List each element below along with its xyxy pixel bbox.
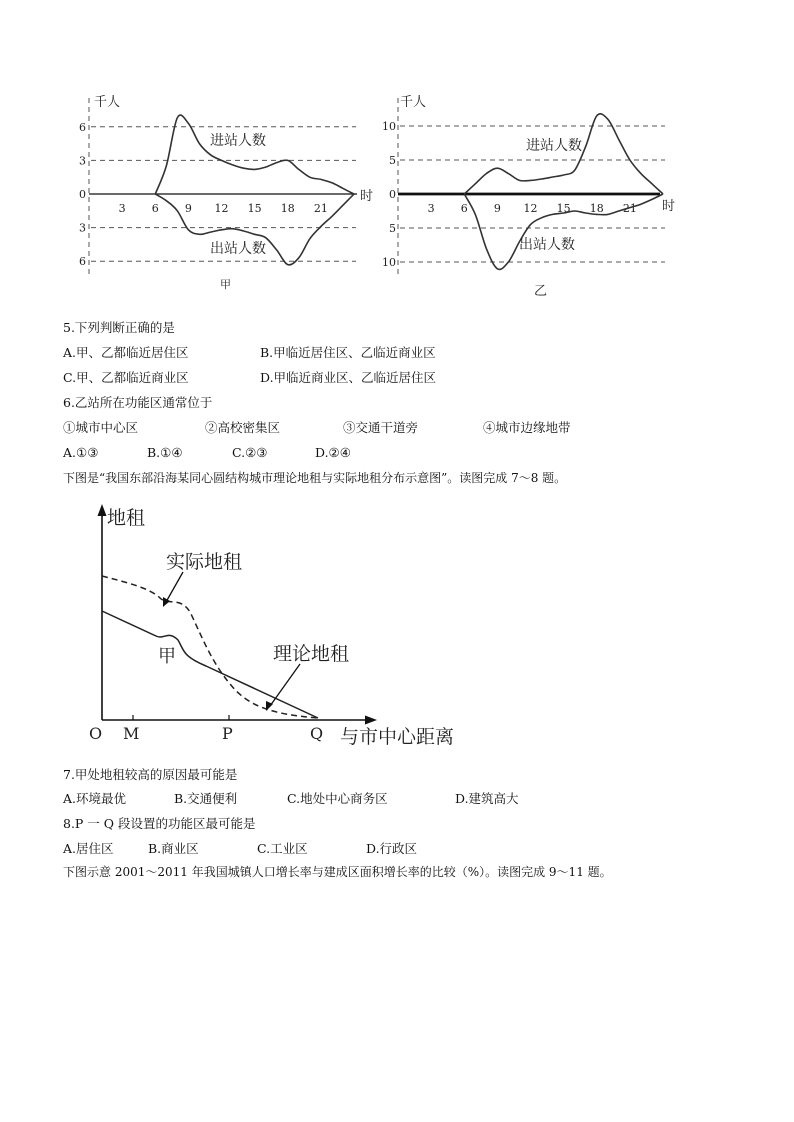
jia-x-axis-label: 时 — [360, 189, 374, 204]
q8-option-b[interactable]: B.商业区 — [148, 841, 199, 856]
yi-x-tick-label: 9 — [493, 202, 501, 215]
rent-annotation-jia: 甲 — [158, 646, 176, 667]
chart-land-rent — [80, 498, 480, 758]
rent-actual-pointer — [166, 572, 183, 602]
jia-caption: 甲 — [220, 278, 231, 291]
yi-y-tick-label: 5 — [389, 154, 396, 167]
jia-x-tick-label: 9 — [184, 202, 192, 215]
yi-x-tick-label: 3 — [427, 202, 435, 215]
q5-option-c[interactable]: C.甲、乙都临近商业区 — [63, 370, 189, 385]
rent-y-axis-label: 地租 — [107, 507, 146, 529]
q6-option-d[interactable]: D.②④ — [315, 445, 351, 460]
jia-x-tick-label: 12 — [214, 202, 229, 215]
jia-x-tick-label: 21 — [313, 202, 328, 215]
q6-option-b[interactable]: B.①④ — [147, 445, 183, 460]
q5-stem: 5.下列判断正确的是 — [63, 320, 175, 335]
jia-y-tick-label: 3 — [79, 221, 86, 235]
rent-point-m: M — [123, 724, 140, 743]
yi-x-tick-label: 15 — [556, 202, 571, 215]
chart-yi — [376, 90, 686, 305]
jia-x-tick-label: 15 — [247, 202, 262, 215]
rent-point-p: P — [222, 724, 233, 743]
jia-y-tick-label: 0 — [79, 188, 86, 201]
jia-series-out-label: 出站人数 — [210, 241, 266, 257]
q8-stem: 8.P 一 Q 段设置的功能区最可能是 — [63, 816, 256, 831]
yi-x-tick-label: 6 — [460, 202, 468, 215]
rent-theory-pointer — [270, 664, 300, 706]
q6-stem: 6.乙站所在功能区通常位于 — [63, 395, 213, 410]
q6-item-3: ③交通干道旁 — [343, 420, 419, 435]
q8-option-c[interactable]: C.工业区 — [257, 841, 308, 856]
jia-x-tick-label: 6 — [151, 202, 159, 215]
yi-x-tick-label: 21 — [622, 202, 637, 215]
q7-stem: 7.甲处地租较高的原因最可能是 — [63, 767, 238, 782]
yi-y-tick-label: 0 — [389, 188, 396, 201]
q7-option-a[interactable]: A.环境最优 — [63, 791, 127, 806]
yi-y-tick-label: 5 — [389, 222, 396, 235]
yi-caption: 乙 — [534, 284, 548, 299]
q5-option-b[interactable]: B.甲临近居住区、乙临近商业区 — [260, 345, 436, 360]
q7-option-d[interactable]: D.建筑高大 — [455, 791, 519, 806]
jia-y-tick-label: 3 — [79, 154, 86, 168]
chart-jia — [70, 90, 375, 305]
yi-x-tick-label: 12 — [523, 202, 538, 215]
yi-series-in-label: 进站人数 — [526, 138, 582, 154]
jia-x-tick-label: 18 — [280, 202, 295, 215]
yi-x-tick-label: 18 — [589, 202, 604, 215]
yi-series-out-label: 出站人数 — [519, 237, 575, 253]
q5-option-d[interactable]: D.甲临近商业区、乙临近居住区 — [260, 370, 437, 385]
rent-point-o: O — [89, 724, 103, 743]
q8-option-a[interactable]: A.居住区 — [63, 841, 114, 856]
q6-item-4: ④城市边缘地带 — [483, 420, 571, 435]
q6-item-1: ①城市中心区 — [63, 420, 139, 435]
q7-option-c[interactable]: C.地处中心商务区 — [287, 791, 388, 806]
intro-7-8: 下图是“我国东部沿海某同心圆结构城市理论地租与实际地租分布示意图”。读图完成 7～8 题。 — [63, 471, 567, 485]
rent-x-axis-label: 与市中心距离 — [340, 726, 455, 748]
rent-point-q: Q — [310, 724, 324, 743]
rent-actual-label: 实际地租 — [166, 551, 243, 573]
jia-y-tick-label: 6 — [79, 120, 86, 134]
rent-y-axis-arrow — [98, 504, 107, 516]
jia-unit-label: 千人 — [94, 95, 121, 110]
yi-y-tick-label: 10 — [382, 120, 396, 133]
rent-x-axis-arrow — [365, 716, 377, 725]
jia-x-tick-label: 3 — [118, 202, 126, 215]
q6-item-2: ②高校密集区 — [205, 420, 281, 435]
q6-option-c[interactable]: C.②③ — [232, 445, 268, 460]
jia-series-in-label: 进站人数 — [210, 133, 266, 149]
rent-theory-label: 理论地租 — [273, 643, 350, 665]
q7-option-b[interactable]: B.交通便利 — [174, 791, 238, 806]
yi-y-tick-label: 10 — [382, 256, 396, 269]
q6-option-a[interactable]: A.①③ — [63, 445, 99, 460]
yi-unit-label: 千人 — [400, 95, 427, 110]
jia-y-tick-label: 6 — [79, 255, 86, 269]
yi-x-axis-label: 时 — [662, 199, 676, 214]
q8-option-d[interactable]: D.行政区 — [366, 841, 418, 856]
q5-option-a[interactable]: A.甲、乙都临近居住区 — [63, 345, 189, 360]
intro-9-11: 下图示意 2001～2011 年我国城镇人口增长率与建成区面积增长率的比较（%）。读图完成 9～11 题。 — [63, 865, 612, 879]
